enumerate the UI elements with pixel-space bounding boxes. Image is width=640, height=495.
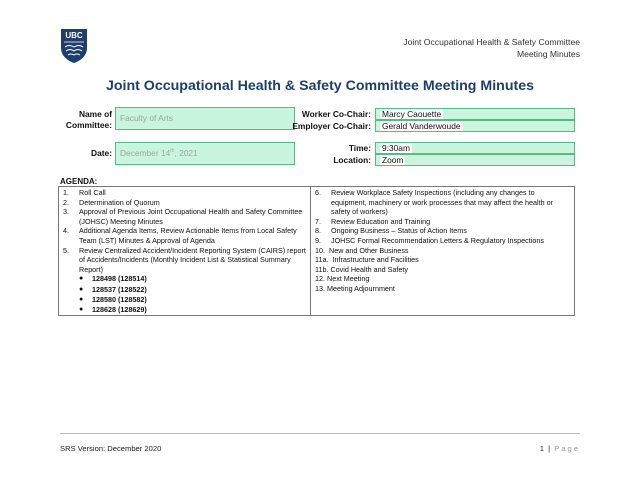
date-suffix: th <box>170 148 175 155</box>
footer-divider <box>60 433 580 434</box>
agenda-item <box>315 255 570 265</box>
agenda-item-text: Additional Agenda Items, Review Actionable Items from Local Safety Team (LST) Minutes & Approval of Agenda <box>79 226 297 245</box>
agenda-item-number: 9. <box>315 235 321 245</box>
worker-co-chair-field[interactable] <box>375 108 575 120</box>
incident-number: 128537 (128522) <box>92 284 147 294</box>
date-field[interactable] <box>115 142 295 165</box>
agenda-item-text: Review Centralized Accident/Incident Reporting System (CAIRS) report of Accidents/Incidents (Monthly Incident List & Statistical Summary Report) <box>79 245 306 274</box>
agenda-item <box>315 236 570 246</box>
page-word: Page <box>554 444 580 453</box>
employer-co-chair-label: Employer Co-Chair: <box>292 121 371 131</box>
bullet-icon: ● <box>79 285 84 293</box>
time-field[interactable] <box>375 142 575 154</box>
worker-co-chair-value: Marcy Caouette <box>382 109 442 119</box>
date-value: December 14 <box>120 148 171 158</box>
agenda-item-number: 10. <box>315 245 325 255</box>
agenda-item <box>315 188 570 217</box>
agenda-item-number: 1. <box>63 188 69 197</box>
agenda-item-text: Determination of Quorum <box>79 197 160 207</box>
agenda-item <box>63 198 306 208</box>
page-number: 1 <box>539 444 545 453</box>
agenda-item <box>315 265 570 275</box>
incident-number: 128498 (128514) <box>92 274 147 284</box>
committee-label-line-1: Name of <box>78 109 112 119</box>
incident-bullet <box>63 285 306 295</box>
agenda-item-number: 12. <box>315 274 325 284</box>
agenda-item-text: New and Other Business <box>329 245 409 255</box>
location-label: Location: <box>333 155 371 165</box>
header-line-1: Joint Occupational Health & Safety Committee <box>403 37 580 47</box>
ubc-logo <box>60 28 88 64</box>
agenda-item-number: 4. <box>63 226 69 236</box>
incident-bullet <box>63 274 306 284</box>
employer-co-chair-value: Gerald Vanderwoude <box>382 121 461 131</box>
agenda-item-number: 7. <box>315 216 321 226</box>
agenda-right-column <box>311 187 574 315</box>
committee-name-field[interactable]: Faculty of Arts <box>115 107 295 130</box>
agenda-left-column <box>59 187 311 315</box>
agenda-item-text: Meeting Adjournment <box>327 283 395 293</box>
location-value: Zoom <box>382 155 404 165</box>
agenda-item-number: 11a. <box>315 255 329 265</box>
agenda-item-text: Roll Call <box>79 188 106 197</box>
agenda-item <box>63 246 306 275</box>
agenda-item-number: 13. <box>315 283 325 293</box>
page-title: Joint Occupational Health & Safety Committee Meeting Minutes <box>105 78 535 94</box>
agenda-item-number: 3. <box>63 207 69 217</box>
incident-bullet <box>63 295 306 305</box>
agenda-item <box>315 226 570 236</box>
footer-version: SRS Version: December 2020 <box>60 444 162 453</box>
incident-number: 128580 (128582) <box>92 294 147 304</box>
agenda-table <box>58 186 575 316</box>
location-field[interactable] <box>375 154 575 166</box>
header-line-2: Meeting Minutes <box>516 49 580 59</box>
agenda-item-number: 11b. <box>315 264 329 274</box>
document-header <box>403 36 580 60</box>
time-label: Time: <box>348 143 371 153</box>
date-label: Date: <box>91 148 112 158</box>
agenda-item-text: Review Workplace Safety Inspections (including any changes to equipment, machinery or work processes that may affect the health or safety of workers) <box>331 188 553 217</box>
agenda-item-number: 8. <box>315 226 321 236</box>
logo-text: UBC <box>65 31 83 40</box>
agenda-item-text: Review Education and Training <box>331 216 431 226</box>
bullet-icon: ● <box>79 295 84 303</box>
incident-bullet <box>63 305 306 315</box>
agenda-item-text: Covid Health and Safety <box>330 264 408 274</box>
agenda-item-text: Approval of Previous Joint Occupational Health and Safety Committee (JOHSC) Meeting Minutes <box>79 207 303 226</box>
agenda-item-number: 5. <box>63 245 69 255</box>
agenda-item-number: 2. <box>63 197 69 207</box>
agenda-item-text: Infrastructure and Facilities <box>332 255 419 265</box>
agenda-item <box>63 226 306 245</box>
agenda-item-text: Next Meeting <box>327 274 370 284</box>
agenda-item <box>63 207 306 226</box>
footer-page <box>540 444 580 453</box>
agenda-item <box>315 284 570 294</box>
employer-co-chair-field[interactable] <box>375 120 575 132</box>
date-year: , 2021 <box>174 148 198 158</box>
bullet-icon: ● <box>79 306 84 314</box>
page-separator: | <box>548 444 551 453</box>
committee-label-line-2: Committee: <box>65 120 112 130</box>
agenda-item <box>63 188 306 198</box>
time-value: 9:30am <box>382 143 410 153</box>
committee-label <box>60 109 112 131</box>
incident-number: 128628 (128629) <box>92 305 147 315</box>
agenda-item <box>315 217 570 227</box>
worker-co-chair-label: Worker Co-Chair: <box>301 109 371 119</box>
agenda-item-text: JOHSC Formal Recommendation Letters & Regulatory Inspections <box>331 235 544 245</box>
bullet-icon: ● <box>79 275 84 283</box>
agenda-item <box>315 274 570 284</box>
agenda-item-number: 6. <box>315 188 321 197</box>
agenda-item <box>315 246 570 256</box>
agenda-heading: AGENDA: <box>60 177 98 186</box>
agenda-item-text: Ongoing Business – Status of Action Items <box>331 226 467 236</box>
